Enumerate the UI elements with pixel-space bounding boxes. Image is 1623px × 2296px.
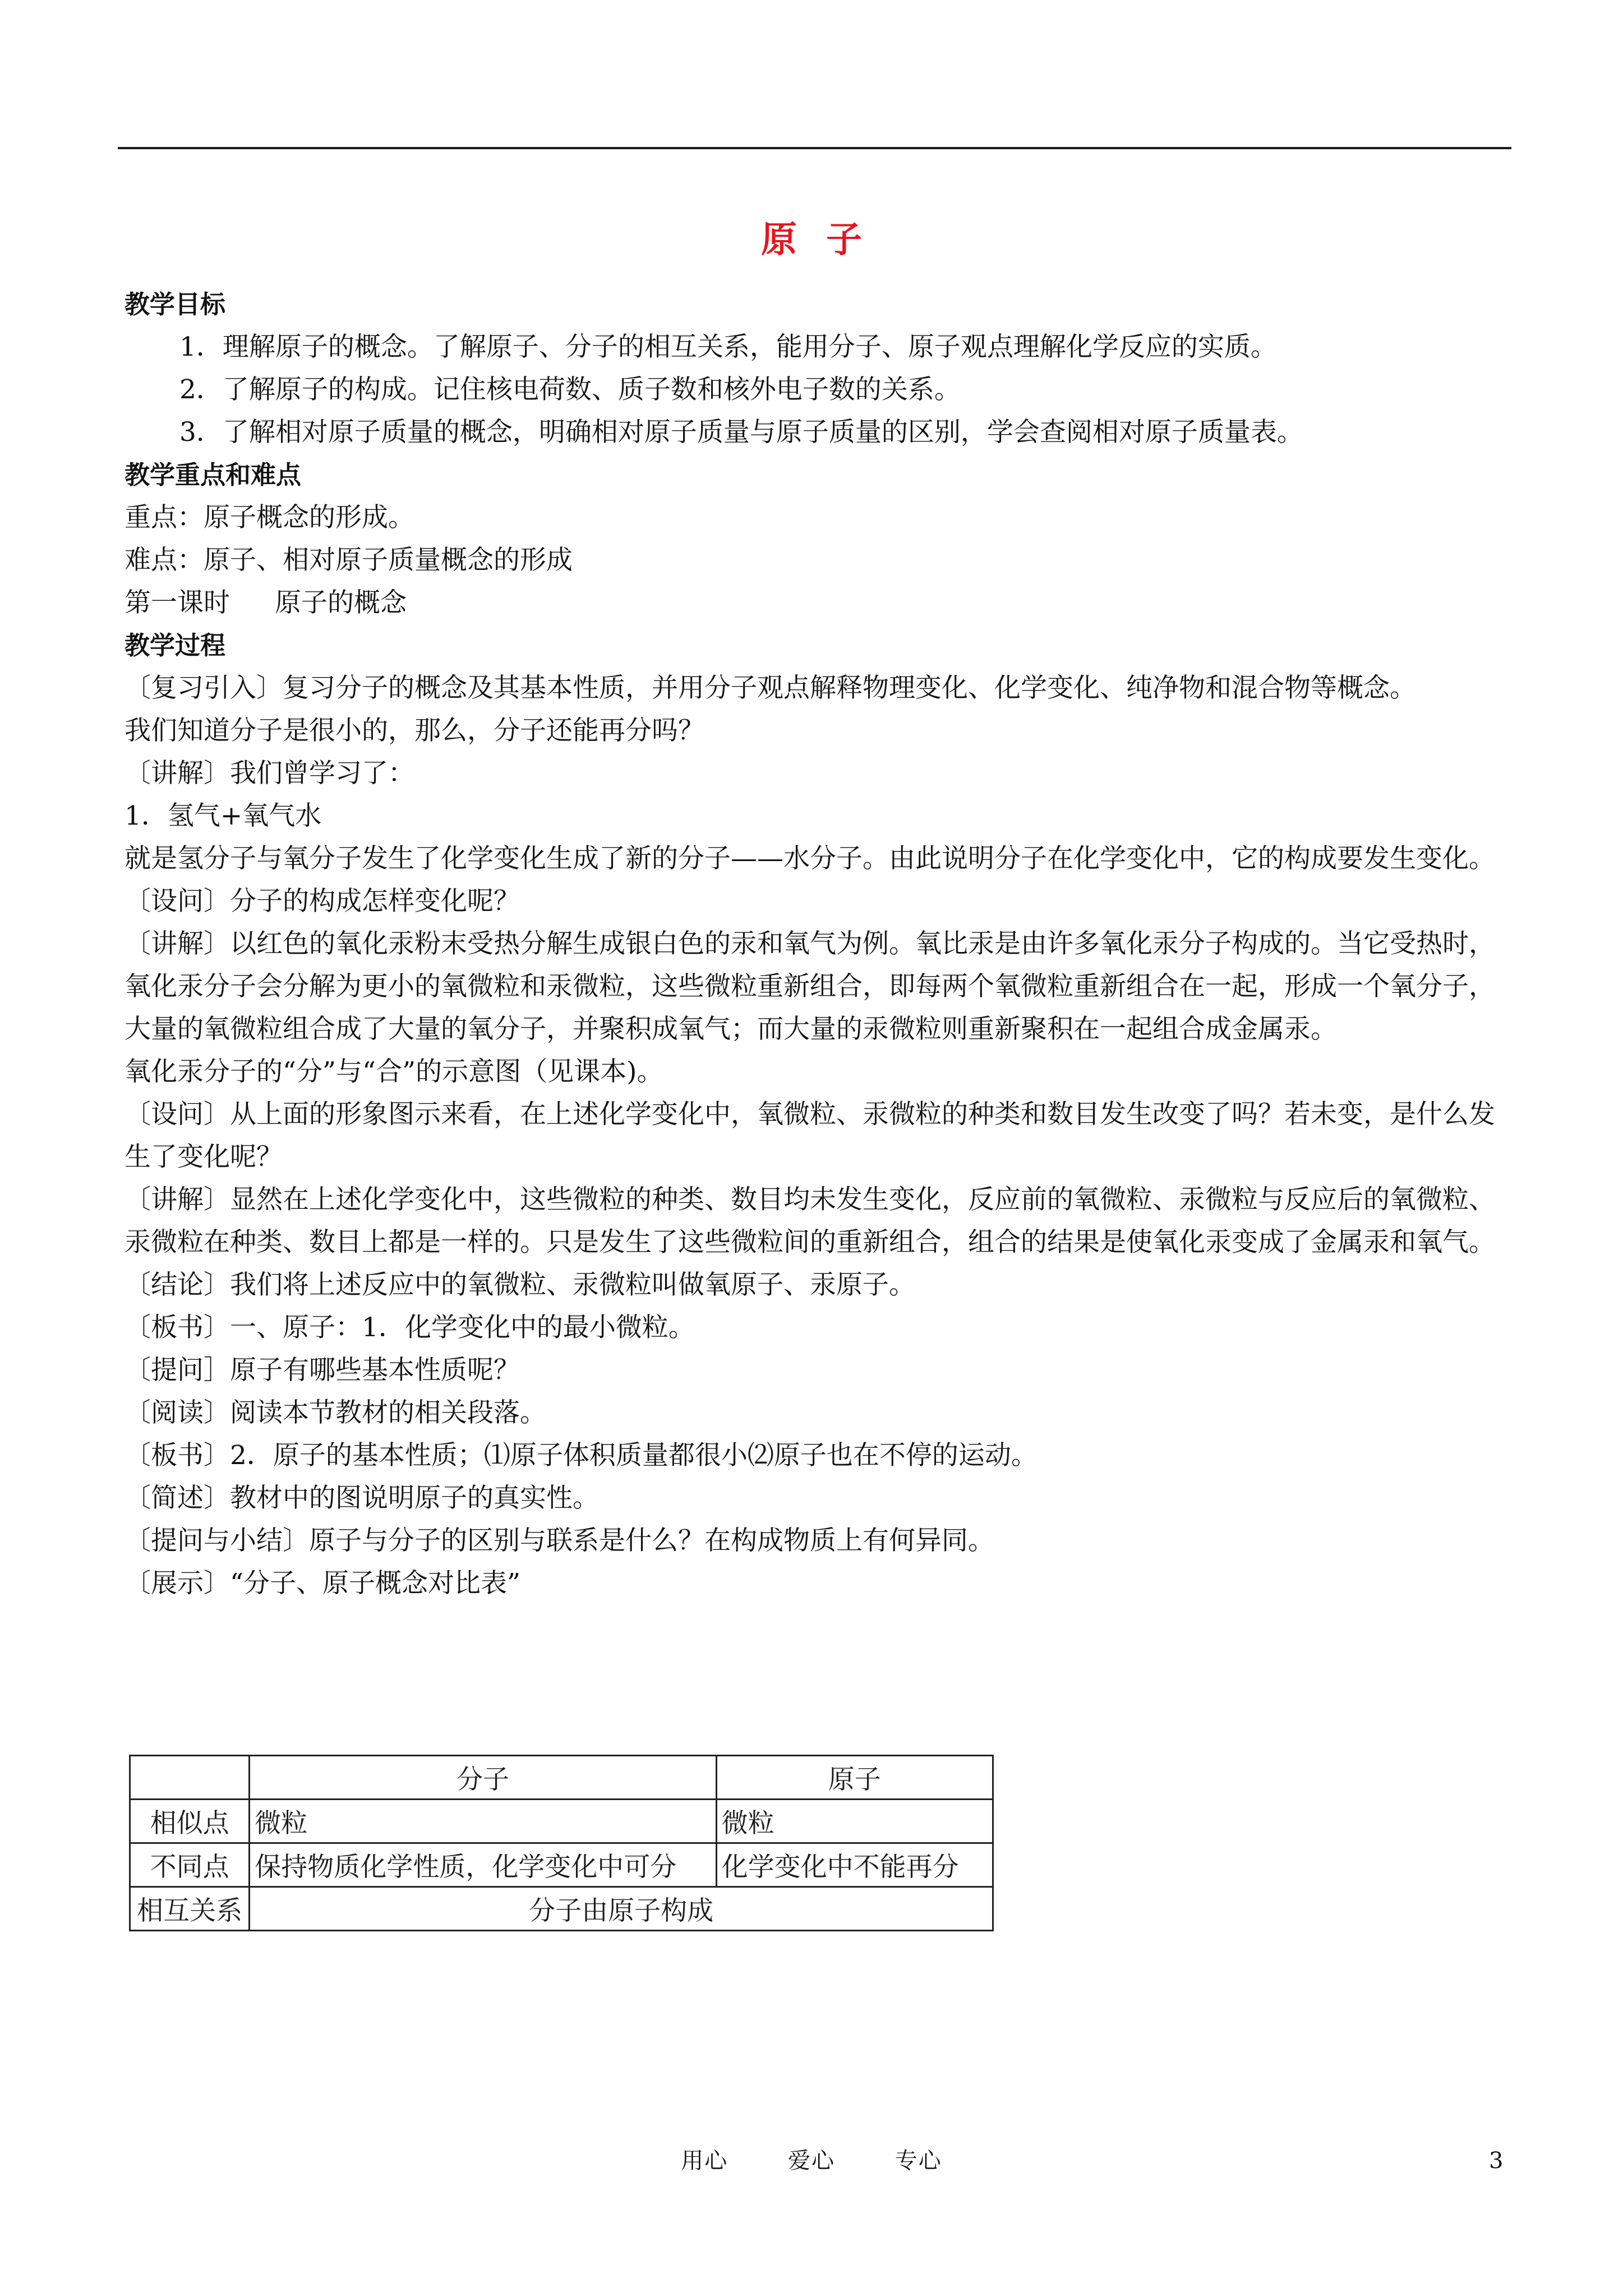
lesson-title: 原子的概念 <box>275 587 407 618</box>
table-header-molecule: 分子 <box>250 1756 716 1800</box>
process-paragraph: 我们知道分子是很小的，那么，分子还能再分吗？ <box>125 715 704 746</box>
table-row <box>130 1887 993 1931</box>
process-paragraph: 〔板书〕一、原子：1．化学变化中的最小微粒。 <box>125 1312 695 1343</box>
table-row <box>130 1843 993 1887</box>
key-point: 重点：原子概念的形成。 <box>125 502 414 533</box>
process-paragraph: 〔讲解〕以红色的氧化汞粉末受热分解生成银白色的汞和氧气为例。氧比汞是由许多氧化汞分子构成的。当它受热时，氧化汞分子会分解为更小的氧微粒和汞微粒，这些微粒重新组合，即每两个氧微粒重新组合在一起，形成一个氧分子，大量的氧微粒组合成了大量的氧分子，并聚积成氧气；而大量的汞微粒则重新聚积在一起组合成金属汞。 <box>125 928 1495 1045</box>
header-rule <box>118 147 1511 149</box>
row-label-similarity: 相似点 <box>130 1800 250 1843</box>
row-label-difference: 不同点 <box>130 1843 250 1887</box>
comparison-table <box>129 1755 994 1931</box>
process-paragraph: 〔提问］原子有哪些基本性质呢？ <box>125 1355 520 1386</box>
motto-word: 专心 <box>895 2148 942 2174</box>
goal-item: 3．了解相对原子质量的概念，明确相对原子质量与原子质量的区别，学会查阅相对原子质量表。 <box>179 417 1303 448</box>
process-paragraph: 〔板书〕2．原子的基本性质；⑴原子体积质量都很小⑵原子也在不停的运动。 <box>125 1440 1038 1471</box>
process-paragraph: 〔结论〕我们将上述反应中的氧微粒、汞微粒叫做氧原子、汞原子。 <box>125 1269 915 1300</box>
cell-difference-molecule: 保持物质化学性质，化学变化中可分 <box>250 1843 716 1887</box>
footer-motto <box>0 2144 1623 2178</box>
table-corner-cell <box>130 1756 250 1800</box>
process-paragraph: 〔设问〕从上面的形象图示来看，在上述化学变化中，氧微粒、汞微粒的种类和数目发生改变了吗？若未变，是什么发生了变化呢？ <box>125 1099 1495 1172</box>
cell-difference-atom: 化学变化中不能再分 <box>716 1843 993 1887</box>
row-label-relation: 相互关系 <box>130 1887 250 1931</box>
process-paragraph: 就是氢分子与氧分子发生了化学变化生成了新的分子——水分子。由此说明分子在化学变化中，它的构成要发生变化。 <box>125 843 1495 874</box>
process-paragraph: 〔提问与小结〕原子与分子的区别与联系是什么？在构成物质上有何异同。 <box>125 1525 994 1556</box>
process-paragraph: 氧化汞分子的“分”与“合”的示意图（见课本)。 <box>125 1056 663 1087</box>
document-body <box>125 283 1510 1605</box>
process-paragraph: 〔复习引入〕复习分子的概念及其基本性质，并用分子观点解释物理变化、化学变化、纯净物和混合物等概念。 <box>125 673 1416 703</box>
difficulty-point: 难点：原子、相对原子质量概念的形成 <box>125 545 573 576</box>
process-heading: 教学过程 <box>125 631 226 660</box>
keypoints-heading: 教学重点和难点 <box>125 460 302 490</box>
page-footer <box>0 2144 1623 2178</box>
process-paragraph: 〔设问〕分子的构成怎样变化呢？ <box>125 886 520 917</box>
table-header-atom: 原子 <box>716 1756 993 1800</box>
process-paragraph: 〔简述〕教材中的图说明原子的真实性。 <box>125 1483 599 1513</box>
process-paragraph: 〔讲解〕显然在上述化学变化中，这些微粒的种类、数目均未发生变化，反应前的氧微粒、汞微粒与反应后的氧微粒、汞微粒在种类、数目上都是一样的。只是发生了这些微粒间的重新组合，组合的结果是使氧化汞变成了金属汞和氧气。 <box>125 1184 1495 1258</box>
lesson-line <box>125 582 1510 624</box>
process-paragraph: 〔讲解〕我们曾学习了： <box>125 758 414 789</box>
process-paragraph: 1．氢气+氧气水 <box>125 800 322 831</box>
process-paragraph: 〔阅读〕阅读本节教材的相关段落。 <box>125 1397 546 1428</box>
motto-word: 爱心 <box>788 2148 835 2174</box>
page-number: 3 <box>1489 2148 1504 2174</box>
cell-similarity-molecule: 微粒 <box>250 1800 716 1843</box>
goal-item: 1．理解原子的概念。了解原子、分子的相互关系，能用分子、原子观点理解化学反应的实质。 <box>179 332 1277 362</box>
goals-heading: 教学目标 <box>125 289 226 319</box>
motto-word: 用心 <box>681 2148 728 2174</box>
lesson-label: 第一课时 <box>125 587 230 618</box>
table-header-row <box>130 1756 993 1800</box>
cell-similarity-atom: 微粒 <box>716 1800 993 1843</box>
goal-item: 2．了解原子的构成。记住核电荷数、质子数和核外电子数的关系。 <box>179 374 961 405</box>
page-title: 原子 <box>761 219 891 261</box>
table-row <box>130 1800 993 1843</box>
process-paragraph: 〔展示〕“分子、原子概念对比表” <box>125 1568 521 1599</box>
cell-relation-value: 分子由原子构成 <box>250 1887 993 1931</box>
